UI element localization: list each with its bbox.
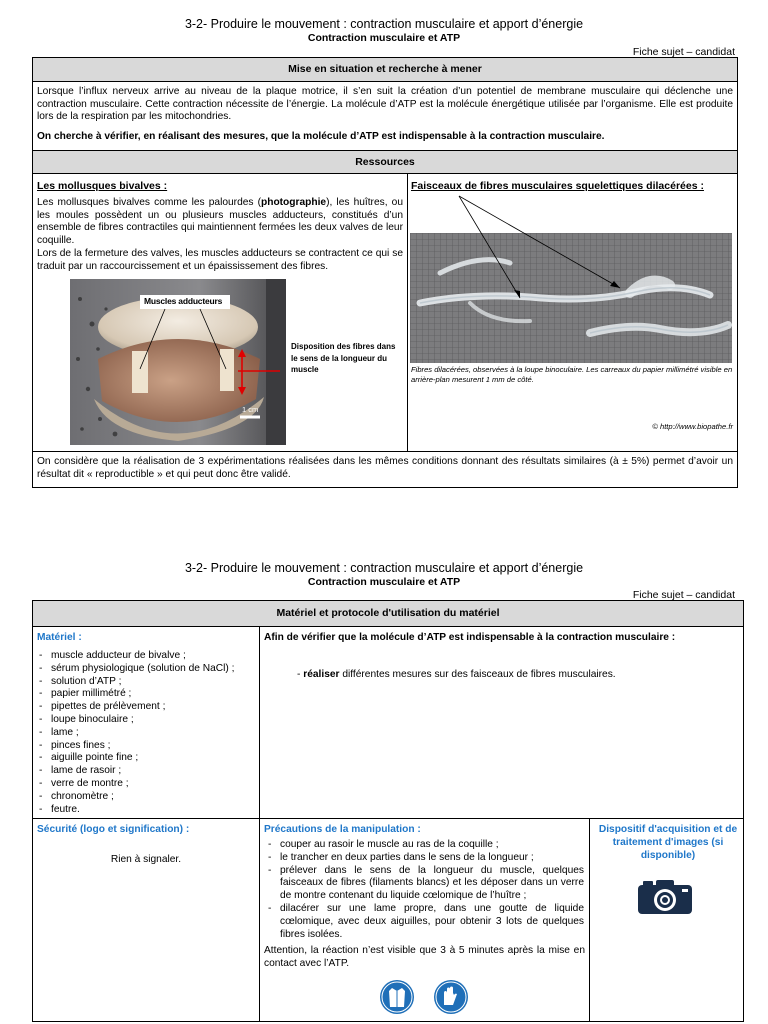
bivalves-text-2: Lors de la fermeture des valves, les muscles adducteurs se contractent ce qui se traduit par un raccourcissement et un épaississement des fibres. — [37, 248, 403, 272]
protocol-step: - réaliser différentes mesures sur des faisceaux de fibres musculaires. — [297, 669, 616, 680]
bivalves-text: Les mollusques bivalves comme les palourdes (photographie), les huîtres, ou les moules possèdent un ou plusieurs muscles adducteurs, constitués d’un ensemble de fibres contractiles qui maintiennent fermées les deux valves de leur coquille. — [37, 197, 403, 246]
list-item: - feutre. — [37, 804, 257, 817]
photo-label-muscles: Muscles adducteurs — [144, 296, 223, 306]
list-item: - papier millimétré ; — [37, 688, 257, 701]
section-header-ressources: Ressources — [33, 151, 737, 174]
list-item: - sérum physiologique (solution de NaCl) ; — [37, 663, 257, 676]
gloves-icon — [433, 979, 469, 1015]
section-header-materiel-protocole: Matériel et protocole d'utilisation du matériel — [33, 601, 743, 627]
precautions-note: Attention, la réaction n’est visible que 3 à 5 minutes après la mise en contact avec l’ATP. — [264, 945, 585, 969]
intro-paragraph: Lorsque l’influx nerveux arrive au niveau de la plaque motrice, il s’en suit la création d’un potentiel de membrane musculaire qui déclenche une contraction musculaire. Cette contraction nécessite de l’énergie. La molécule d’ATP est la molécule énergétique utilisée par l’organisme. Elle est produite lors de la respiration par les mitochondries. — [37, 86, 733, 123]
page1-frame — [32, 57, 738, 488]
clam-photograph — [70, 279, 286, 445]
page2-subtitle: Contraction musculaire et ATP — [307, 576, 461, 588]
fibre-orientation-note: Disposition des fibres dans le sens de la longueur du muscle — [291, 342, 396, 374]
fibres-caption: Fibres dilacérées, observées à la loupe binoculaire. Les carreaux du papier millimétré visible en arrière-plan mesurent 1 mm de côté. — [411, 365, 733, 384]
list-item: - pinces fines ; — [37, 740, 257, 753]
bivalves-title: Les mollusques bivalves : — [37, 180, 168, 192]
lab-coat-icon — [379, 979, 415, 1015]
list-item: - chronomètre ; — [37, 791, 257, 804]
page1-fiche-label: Fiche sujet – candidat — [632, 46, 735, 58]
precautions-list — [266, 839, 584, 941]
intro-goal: On cherche à vérifier, en réalisant des mesures, que la molécule d’ATP est indispensable à la contraction musculaire. — [37, 131, 605, 142]
list-item: - lame ; — [37, 727, 257, 740]
list-item: - couper au rasoir le muscle au ras de la coquille ; — [266, 839, 584, 852]
list-item: - le trancher en deux parties dans le sens de la longueur ; — [266, 852, 584, 865]
page1-title: 3-2- Produire le mouvement : contraction musculaire et apport d’énergie — [184, 17, 584, 31]
precautions-title: Précautions de la manipulation : — [264, 824, 421, 835]
securite-title: Sécurité (logo et signification) : — [37, 824, 190, 835]
dispositif-title: Dispositif d'acquisition et de traitement d'images (si disponible) — [598, 824, 738, 861]
list-item: - verre de montre ; — [37, 778, 257, 791]
camera-icon — [637, 879, 693, 915]
list-item: - lame de rasoir ; — [37, 765, 257, 778]
fibre-pointer-arrows — [410, 188, 732, 328]
list-item: - loupe binoculaire ; — [37, 714, 257, 727]
photo-credit: © http://www.biopathe.fr — [652, 422, 733, 431]
reproducibility-note: On considère que la réalisation de 3 expérimentations réalisées dans les mêmes conditions donnant des résultats similaires (à ± 5%) permet d’avoir un résultat dit « reproductible » et qui peut donc être validé. — [37, 456, 733, 480]
list-item: - aiguille pointe fine ; — [37, 752, 257, 765]
protocol-title: Afin de vérifier que la molécule d’ATP est indispensable à la contraction musculaire : — [264, 632, 676, 643]
materiel-title: Matériel : — [37, 632, 82, 643]
photo-scale-label: 1 cm — [242, 405, 259, 414]
list-item: - muscle adducteur de bivalve ; — [37, 650, 257, 663]
securite-text: Rien à signaler. — [110, 854, 182, 865]
list-item: - dilacérer sur une lame propre, dans une goutte de liquide cœlomique, avec deux aiguilles, pour obtenir 3 lots de quelques fibres isolées. — [266, 903, 584, 941]
list-item: - solution d’ATP ; — [37, 676, 257, 689]
list-item: - pipettes de prélèvement ; — [37, 701, 257, 714]
materiel-list — [37, 650, 257, 816]
faisceaux-title: Faisceaux de fibres musculaires squelettiques dilacérées : — [411, 180, 704, 192]
page2-title: 3-2- Produire le mouvement : contraction musculaire et apport d’énergie — [184, 561, 584, 575]
list-item: - prélever dans le sens de la longueur du muscle, quelques faisceaux de fibres (filaments blancs) et les déposer dans un verre de montre contenant du liquide cœlomique de l’huître ; — [266, 865, 584, 903]
section-header-mise-en-situation: Mise en situation et recherche à mener — [33, 58, 737, 82]
page1-subtitle: Contraction musculaire et ATP — [307, 32, 461, 44]
page2-fiche-label: Fiche sujet – candidat — [632, 589, 735, 601]
page2-frame — [32, 600, 744, 1022]
